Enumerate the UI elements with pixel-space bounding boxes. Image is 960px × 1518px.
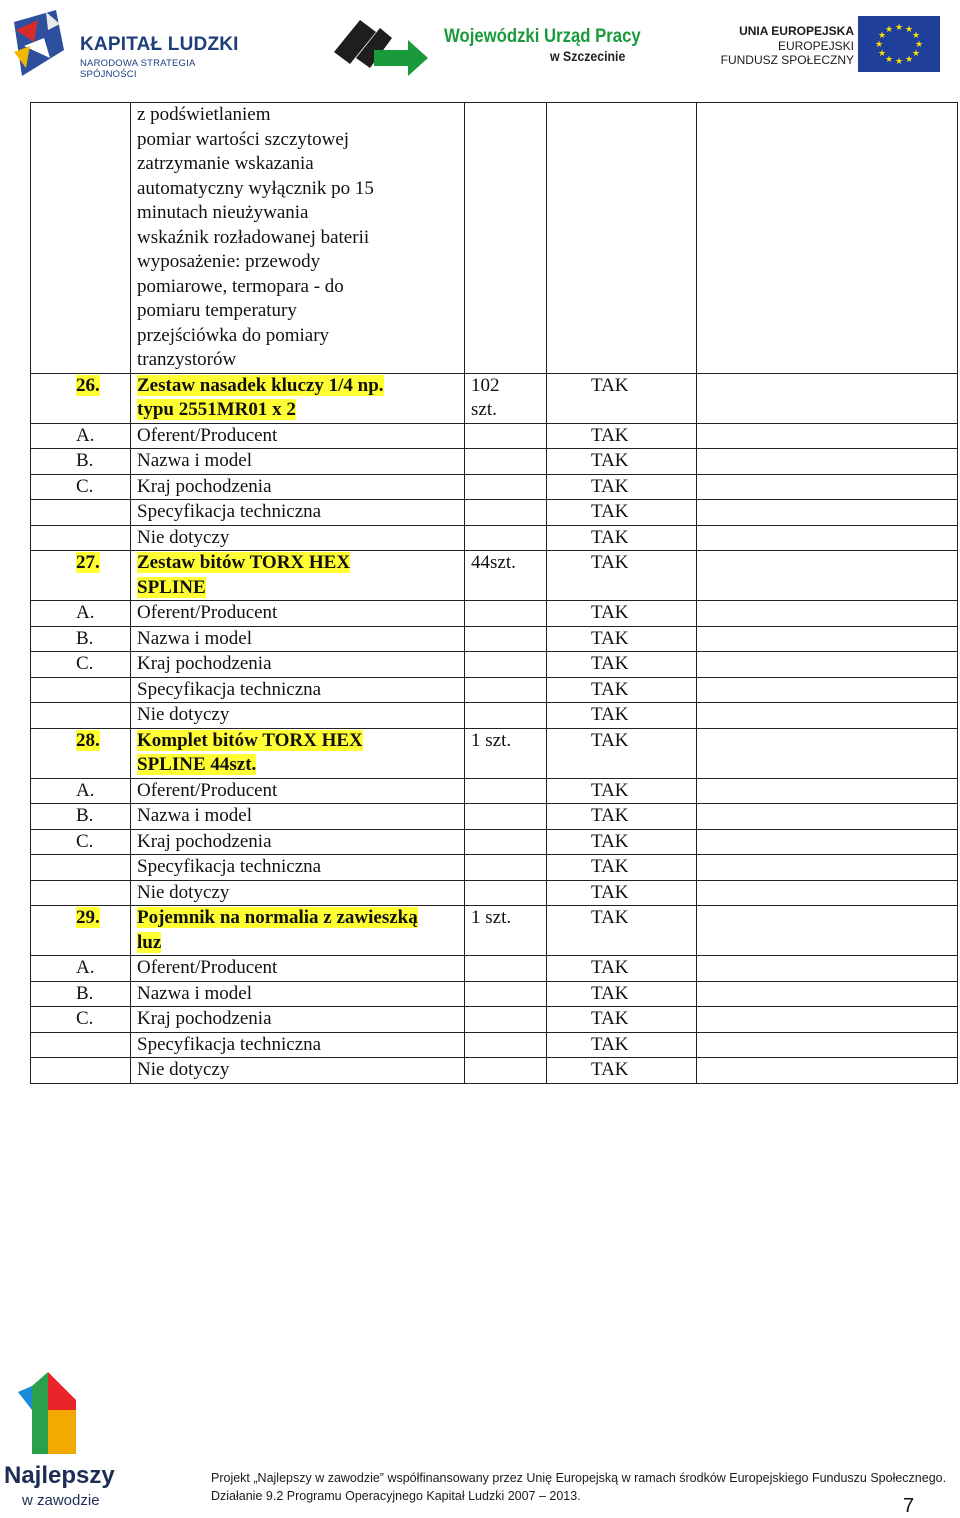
sub-label-cell: Specyfikacja techniczna: [131, 855, 465, 881]
intro-line: zatrzymanie wskazania: [137, 153, 314, 174]
sub-tak-cell: TAK: [547, 703, 697, 729]
eu-fund-logo: [720, 14, 946, 76]
sub-tak-cell: TAK: [547, 804, 697, 830]
sub-notes-cell: [697, 601, 958, 627]
sub-notes-cell: [697, 500, 958, 526]
item-name-text: Komplet bitów TORX HEX: [137, 729, 363, 751]
sub-label-cell: Oferent/Producent: [131, 778, 465, 804]
svg-text:★: ★: [884, 55, 894, 65]
sub-letter-cell: [31, 703, 131, 729]
intro-row: [31, 103, 958, 374]
sub-notes-cell: [697, 677, 958, 703]
sub-tak-cell: TAK: [547, 1032, 697, 1058]
svg-text:★: ★: [877, 31, 887, 41]
sub-tak-cell: TAK: [547, 1007, 697, 1033]
sub-qty-cell: [465, 778, 547, 804]
sub-label-cell: Nie dotyczy: [131, 703, 465, 729]
item-number-cell: [31, 373, 131, 423]
sub-tak-cell: TAK: [547, 981, 697, 1007]
item-name-cell: [131, 373, 465, 423]
svg-text:★: ★: [894, 23, 904, 33]
item-name-cell: [131, 551, 465, 601]
item-name-text: typu 2551MR01 x 2: [137, 399, 296, 420]
sub-qty-cell: [465, 1032, 547, 1058]
sub-qty-cell: [465, 829, 547, 855]
sub-label-cell: Kraj pochodzenia: [131, 474, 465, 500]
sub-label-cell: Kraj pochodzenia: [131, 829, 465, 855]
eu-line3: FUNDUSZ SPOŁECZNY: [720, 53, 854, 67]
intro-line: minutach nieużywania: [137, 202, 309, 223]
sub-tak-cell: TAK: [547, 778, 697, 804]
sub-tak-cell: TAK: [547, 449, 697, 475]
sub-letter-cell: C.: [31, 1007, 131, 1033]
item-name-line: [137, 931, 464, 956]
kapital-ludzki-emblem-icon: [8, 6, 72, 80]
item-name-line: [137, 374, 464, 399]
item-row: [31, 906, 958, 956]
sub-label-cell: Nazwa i model: [131, 981, 465, 1007]
intro-line: pomiaru temperatury: [137, 300, 297, 321]
sub-qty-cell: [465, 449, 547, 475]
sub-notes-cell: [697, 423, 958, 449]
sub-letter-cell: A.: [31, 778, 131, 804]
sub-row: [31, 880, 958, 906]
intro-line: pomiarowe, termopara - do: [137, 275, 344, 297]
sub-letter-cell: A.: [31, 423, 131, 449]
item-qty-cell: [465, 373, 547, 423]
sub-letter-cell: C.: [31, 652, 131, 678]
sub-row: [31, 778, 958, 804]
sub-qty-cell: [465, 981, 547, 1007]
sub-letter-cell: [31, 880, 131, 906]
specification-table: [30, 102, 958, 1084]
sub-tak-cell: TAK: [547, 626, 697, 652]
kapital-ludzki-title: KAPITAŁ LUDZKI: [80, 34, 239, 55]
item-name-text: SPLINE: [137, 576, 206, 598]
sub-row: [31, 1032, 958, 1058]
item-number: 27.: [76, 552, 100, 573]
item-tak-cell: TAK: [547, 551, 697, 601]
sub-qty-cell: [465, 880, 547, 906]
sub-tak-cell: TAK: [547, 829, 697, 855]
item-name-text: Pojemnik na normalia z zawieszką: [137, 907, 418, 928]
sub-row: [31, 525, 958, 551]
sub-notes-cell: [697, 449, 958, 475]
sub-letter-cell: A.: [31, 956, 131, 982]
sub-qty-cell: [465, 601, 547, 627]
item-qty-line: 1 szt.: [471, 729, 512, 751]
sub-qty-cell: [465, 956, 547, 982]
sub-tak-cell: TAK: [547, 956, 697, 982]
sub-row: [31, 956, 958, 982]
kapital-ludzki-subtitle: NARODOWA STRATEGIA SPÓJNOŚCI: [80, 58, 195, 80]
item-notes-cell: [697, 906, 958, 956]
sub-qty-cell: [465, 423, 547, 449]
sub-qty-cell: [465, 500, 547, 526]
sub-qty-cell: [465, 626, 547, 652]
sub-tak-cell: TAK: [547, 474, 697, 500]
svg-text:★: ★: [904, 25, 914, 35]
wup-emblem-icon: [330, 14, 430, 78]
item-name-cell: [131, 906, 465, 956]
sub-row: [31, 500, 958, 526]
sub-qty-cell: [465, 1007, 547, 1033]
sub-row: [31, 855, 958, 881]
sub-row: [31, 703, 958, 729]
intro-notes-cell: [697, 103, 958, 374]
sub-qty-cell: [465, 652, 547, 678]
sub-tak-cell: TAK: [547, 500, 697, 526]
wup-logo: [330, 14, 640, 78]
item-tak-cell: TAK: [547, 373, 697, 423]
item-qty-line: szt.: [471, 399, 497, 420]
sub-tak-cell: TAK: [547, 423, 697, 449]
sub-row: [31, 981, 958, 1007]
sub-row: [31, 601, 958, 627]
sub-notes-cell: [697, 829, 958, 855]
najlepszy-subtitle: w zawodzie: [22, 1492, 100, 1509]
sub-letter-cell: [31, 855, 131, 881]
intro-qty-cell: [465, 103, 547, 374]
item-name-text: SPLINE 44szt.: [137, 754, 257, 775]
item-qty-cell: [465, 551, 547, 601]
sub-label-cell: Kraj pochodzenia: [131, 1007, 465, 1033]
item-row: [31, 551, 958, 601]
svg-text:★: ★: [904, 55, 914, 65]
sub-label-cell: Nazwa i model: [131, 449, 465, 475]
intro-line: automatyczny wyłącznik po 15: [137, 177, 374, 199]
sub-letter-cell: [31, 500, 131, 526]
sub-tak-cell: TAK: [547, 880, 697, 906]
sub-tak-cell: TAK: [547, 1058, 697, 1084]
sub-label-cell: Nazwa i model: [131, 804, 465, 830]
item-notes-cell: [697, 373, 958, 423]
sub-notes-cell: [697, 703, 958, 729]
sub-letter-cell: B.: [31, 626, 131, 652]
item-name-line: [137, 729, 464, 754]
item-name-text: Zestaw bitów TORX HEX: [137, 552, 351, 573]
intro-line: tranzystorów: [137, 349, 237, 370]
sub-label-cell: Nazwa i model: [131, 626, 465, 652]
eu-line1: UNIA EUROPEJSKA: [739, 24, 854, 38]
item-name-text: Zestaw nasadek kluczy 1/4 np.: [137, 374, 384, 396]
item-number-cell: [31, 906, 131, 956]
sub-notes-cell: [697, 956, 958, 982]
item-number: 29.: [76, 907, 100, 928]
sub-row: [31, 423, 958, 449]
sub-qty-cell: [465, 474, 547, 500]
sub-letter-cell: C.: [31, 474, 131, 500]
sub-notes-cell: [697, 804, 958, 830]
sub-letter-cell: [31, 525, 131, 551]
item-name-text: luz: [137, 931, 162, 953]
sub-qty-cell: [465, 804, 547, 830]
sub-label-cell: Kraj pochodzenia: [131, 652, 465, 678]
intro-line: pomiar wartości szczytowej: [137, 128, 350, 150]
item-number-cell: [31, 551, 131, 601]
number-one-logo-icon: [18, 1370, 78, 1456]
sub-notes-cell: [697, 880, 958, 906]
sub-letter-cell: B.: [31, 981, 131, 1007]
item-name-line: [137, 576, 464, 601]
svg-text:★: ★: [884, 25, 894, 35]
sub-letter-cell: [31, 1032, 131, 1058]
sub-label-cell: Oferent/Producent: [131, 601, 465, 627]
sub-label-cell: Nie dotyczy: [131, 525, 465, 551]
sub-notes-cell: [697, 626, 958, 652]
item-row: [31, 373, 958, 423]
eu-flag-icon: [858, 16, 940, 72]
sub-notes-cell: [697, 778, 958, 804]
item-name-cell: [131, 728, 465, 778]
sub-letter-cell: A.: [31, 601, 131, 627]
footer-line1: Projekt „Najlepszy w zawodzie” współfinansowany przez Unię Europejską w ramach środków Europejskiego Funduszu Społecznego.: [211, 1471, 947, 1485]
sub-label-cell: Specyfikacja techniczna: [131, 1032, 465, 1058]
sub-row: [31, 449, 958, 475]
sub-row: [31, 677, 958, 703]
sub-letter-cell: [31, 677, 131, 703]
item-number: 28.: [76, 729, 100, 751]
item-notes-cell: [697, 551, 958, 601]
item-notes-cell: [697, 728, 958, 778]
sub-label-cell: Nie dotyczy: [131, 1058, 465, 1084]
sub-qty-cell: [465, 703, 547, 729]
sub-row: [31, 474, 958, 500]
svg-text:★: ★: [894, 57, 904, 67]
sub-notes-cell: [697, 652, 958, 678]
sub-tak-cell: TAK: [547, 855, 697, 881]
svg-text:★: ★: [911, 49, 921, 59]
item-qty-cell: [465, 906, 547, 956]
item-name-line: [137, 398, 464, 423]
item-qty-line: 44szt.: [471, 552, 516, 573]
intro-line: wyposażenie: przewody: [137, 251, 321, 272]
sub-row: [31, 829, 958, 855]
najlepszy-w-zawodzie-logo: [0, 1370, 130, 1516]
sub-qty-cell: [465, 1058, 547, 1084]
item-qty-cell: [465, 728, 547, 778]
sub-label-cell: Oferent/Producent: [131, 956, 465, 982]
sub-row: [31, 1058, 958, 1084]
sub-row: [31, 1007, 958, 1033]
item-qty-line: 102: [471, 374, 500, 396]
intro-description-cell: [131, 103, 465, 374]
item-number-cell: [31, 728, 131, 778]
eu-line2: EUROPEJSKI: [777, 39, 854, 53]
item-tak-cell: TAK: [547, 906, 697, 956]
sub-label-cell: Nie dotyczy: [131, 880, 465, 906]
intro-line: z podświetlaniem: [137, 104, 271, 125]
svg-text:★: ★: [874, 40, 884, 50]
sub-letter-cell: B.: [31, 449, 131, 475]
sub-tak-cell: TAK: [547, 677, 697, 703]
item-qty-line: 1 szt.: [471, 907, 512, 928]
item-name-line: [137, 906, 464, 931]
item-number: 26.: [76, 374, 100, 396]
sub-notes-cell: [697, 855, 958, 881]
item-name-line: [137, 753, 464, 778]
svg-text:★: ★: [911, 31, 921, 41]
sub-letter-cell: [31, 1058, 131, 1084]
sub-label-cell: Oferent/Producent: [131, 423, 465, 449]
sub-row: [31, 652, 958, 678]
sub-letter-cell: B.: [31, 804, 131, 830]
wup-name-line2: w Szczecinie: [550, 48, 626, 64]
sub-notes-cell: [697, 474, 958, 500]
sub-qty-cell: [465, 677, 547, 703]
sub-label-cell: Specyfikacja techniczna: [131, 677, 465, 703]
svg-text:★: ★: [914, 40, 924, 50]
svg-text:★: ★: [877, 49, 887, 59]
item-name-line: [137, 551, 464, 576]
intro-line: przejściówka do pomiary: [137, 324, 330, 346]
intro-tak-cell: [547, 103, 697, 374]
kapital-ludzki-logo: [8, 6, 248, 80]
sub-notes-cell: [697, 981, 958, 1007]
sub-notes-cell: [697, 1058, 958, 1084]
sub-notes-cell: [697, 1007, 958, 1033]
sub-label-cell: Specyfikacja techniczna: [131, 500, 465, 526]
najlepszy-title: Najlepszy: [4, 1462, 115, 1489]
intro-line: wskaźnik rozładowanej baterii: [137, 226, 370, 248]
sub-qty-cell: [465, 855, 547, 881]
sub-qty-cell: [465, 525, 547, 551]
sub-notes-cell: [697, 1032, 958, 1058]
sub-tak-cell: TAK: [547, 601, 697, 627]
sub-row: [31, 804, 958, 830]
item-tak-cell: TAK: [547, 728, 697, 778]
footer-line2: Działanie 9.2 Programu Operacyjnego Kapitał Ludzki 2007 – 2013.: [211, 1489, 581, 1503]
sub-tak-cell: TAK: [547, 652, 697, 678]
page-number: 7: [903, 1495, 915, 1517]
wup-name-line1: Wojewódzki Urząd Pracy: [444, 26, 641, 47]
specification-table-body: [31, 103, 958, 1084]
intro-no-cell: [31, 103, 131, 374]
sub-letter-cell: C.: [31, 829, 131, 855]
sub-row: [31, 626, 958, 652]
item-row: [31, 728, 958, 778]
sub-tak-cell: TAK: [547, 525, 697, 551]
sub-notes-cell: [697, 525, 958, 551]
